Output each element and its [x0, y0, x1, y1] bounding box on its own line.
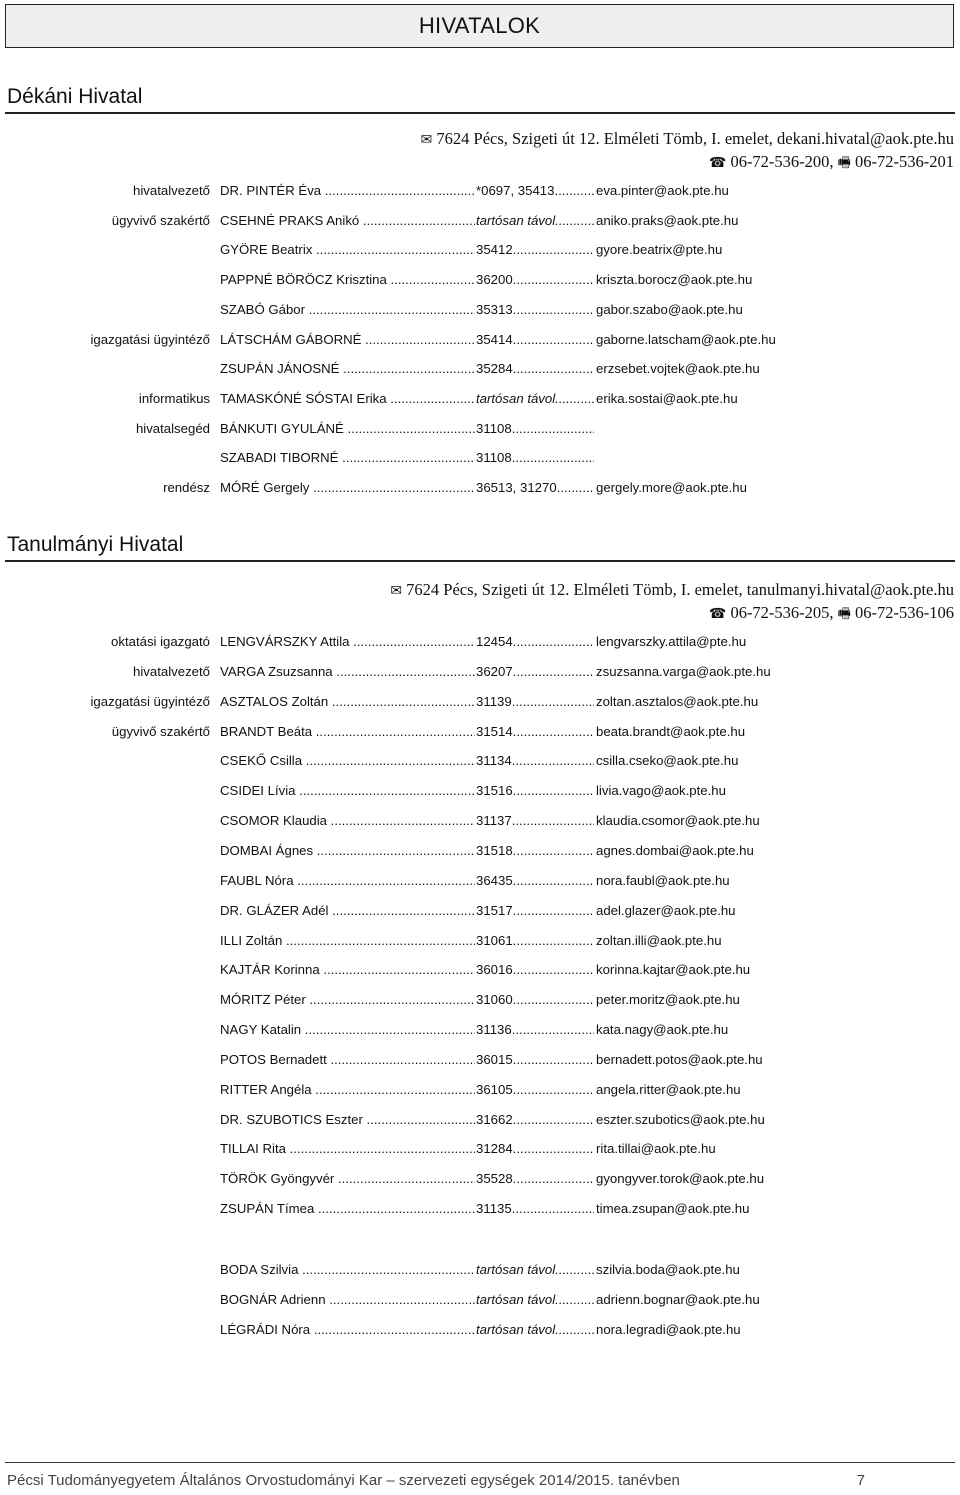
page-footer [5, 1462, 955, 1492]
staff-name: CSEKŐ Csilla ..... [220, 753, 475, 768]
staff-email[interactable]: adrienn.bognar@aok.pte.hu [596, 1292, 760, 1307]
staff-extension: 36016 ..... [476, 962, 594, 977]
staff-row [0, 1262, 960, 1282]
staff-name: DR. PINTÉR Éva ..... [220, 183, 475, 198]
staff-row [0, 1112, 960, 1132]
staff-extension: 35528 ..... [476, 1171, 594, 1186]
staff-email[interactable]: adel.glazer@aok.pte.hu [596, 902, 736, 918]
staff-role: igazgatási ügyintéző [90, 331, 210, 347]
staff-name: LENGVÁRSZKY Attila ..... [220, 634, 475, 649]
staff-row [0, 450, 960, 470]
staff-name: ZSUPÁN Tímea ..... [220, 1201, 475, 1216]
staff-extension: 31060 ..... [476, 992, 594, 1007]
phone-icon: ☎ [708, 606, 727, 622]
staff-email[interactable]: korinna.kajtar@aok.pte.hu [596, 962, 751, 978]
staff-extension: tartósan távol ..... [476, 213, 594, 228]
staff-extension: *0697, 35413 ..... [476, 183, 594, 198]
staff-row [0, 694, 960, 714]
page-title-box [5, 4, 954, 48]
section-heading-text: Tanulmányi Hivatal [7, 533, 184, 556]
staff-extension: 31284 ..... [476, 1141, 594, 1156]
staff-name: MÓRÉ Gergely ..... [220, 480, 475, 495]
staff-role: ügyvivő szakértő [111, 212, 210, 228]
section-heading-tanulmanyi [5, 528, 955, 562]
staff-name: BODA Szilvia ..... [220, 1262, 475, 1277]
staff-name: CSIDEI Lívia ..... [220, 783, 475, 798]
footer-text: Pécsi Tudományegyetem Általános Orvostudományi Kar – szervezeti egységek 2014/2015. tanévben [7, 1472, 680, 1489]
staff-email[interactable]: zsuzsanna.varga@aok.pte.hu [596, 663, 771, 679]
staff-row [0, 302, 960, 322]
staff-name: GYÖRE Beatrix ..... [220, 242, 475, 257]
staff-name: SZABADI TIBORNÉ ..... [220, 450, 475, 465]
staff-name: ZSUPÁN JÁNOSNÉ ..... [220, 361, 475, 376]
mail-icon: ✉ [390, 583, 403, 599]
staff-name: CSOMOR Klaudia ..... [220, 813, 475, 828]
staff-role: rendész [163, 480, 210, 495]
staff-email[interactable]: bernadett.potos@aok.pte.hu [596, 1051, 763, 1067]
staff-extension: 36015 ..... [476, 1052, 594, 1067]
staff-name: NAGY Katalin ..... [220, 1022, 475, 1037]
staff-email[interactable]: szilvia.boda@aok.pte.hu [596, 1262, 740, 1277]
fax-number: 06-72-536-106 [855, 603, 954, 622]
staff-extension: 31137 ..... [476, 813, 594, 828]
staff-extension: 35313 ..... [476, 302, 594, 317]
staff-row [0, 361, 960, 381]
staff-extension: 31518 ..... [476, 843, 594, 858]
staff-email[interactable]: nora.faubl@aok.pte.hu [596, 872, 730, 888]
staff-extension: 35284 ..... [476, 361, 594, 376]
staff-email[interactable]: klaudia.csomor@aok.pte.hu [596, 813, 760, 829]
staff-row [0, 1171, 960, 1191]
section-heading-dekani [5, 80, 955, 114]
staff-email[interactable]: zoltan.asztalos@aok.pte.hu [596, 693, 759, 709]
staff-email[interactable]: agnes.dombai@aok.pte.hu [596, 842, 754, 858]
staff-email[interactable]: eszter.szubotics@aok.pte.hu [596, 1111, 765, 1127]
staff-email[interactable]: timea.zsupan@aok.pte.hu [596, 1201, 750, 1217]
staff-name: RITTER Angéla ..... [220, 1082, 475, 1097]
staff-extension: 12454 ..... [476, 634, 594, 649]
staff-extension: tartósan távol ..... [476, 1322, 594, 1337]
fax-icon: 🖷 [837, 606, 851, 622]
staff-row [0, 813, 960, 833]
staff-name: ASZTALOS Zoltán ..... [220, 694, 475, 709]
staff-extension: tartósan távol ..... [476, 1262, 594, 1277]
staff-name: TÖRÖK Gyöngyvér ..... [220, 1171, 475, 1186]
staff-name: BÁNKUTI GYULÁNÉ ..... [220, 421, 475, 436]
staff-extension: 31514 ..... [476, 724, 594, 739]
staff-extension: 35414 ..... [476, 332, 594, 347]
phone-line [709, 152, 954, 176]
staff-row [0, 783, 960, 803]
staff-role: hivatalsegéd [135, 420, 210, 436]
staff-email[interactable]: gabor.szabo@aok.pte.hu [596, 301, 743, 317]
staff-name: TAMASKÓNÉ SÓSTAI Erika ..... [220, 391, 475, 406]
staff-email[interactable]: lengvarszky.attila@pte.hu [596, 634, 747, 649]
staff-name: LÁTSCHÁM GÁBORNÉ ..... [220, 332, 475, 347]
staff-name: SZABÓ Gábor ..... [220, 302, 475, 317]
staff-email[interactable]: csilla.cseko@aok.pte.hu [596, 753, 739, 769]
fax-icon: 🖷 [837, 155, 851, 171]
staff-email[interactable]: livia.vago@aok.pte.hu [596, 783, 726, 799]
staff-email[interactable]: angela.ritter@aok.pte.hu [596, 1081, 741, 1097]
phone-number: 06-72-536-200, [730, 152, 834, 171]
staff-role: igazgatási ügyintéző [90, 693, 210, 709]
staff-extension: tartósan távol ..... [476, 391, 594, 406]
staff-role: informatikus [138, 390, 210, 406]
address-text: 7624 Pécs, Szigeti út 12. Elméleti Tömb, I. emelet, dekani.hivatal@aok.pte.hu [436, 129, 954, 148]
staff-email[interactable]: eva.pinter@aok.pte.hu [596, 183, 729, 198]
staff-name: KAJTÁR Korinna ..... [220, 962, 475, 977]
staff-name: LÉGRÁDI Nóra ..... [220, 1322, 475, 1337]
staff-extension: 36200 ..... [476, 272, 594, 287]
staff-row [0, 903, 960, 923]
staff-name: BOGNÁR Adrienn ..... [220, 1292, 475, 1307]
staff-name: TILLAI Rita ..... [220, 1141, 475, 1156]
staff-row [0, 753, 960, 773]
staff-extension: 36435 ..... [476, 873, 594, 888]
staff-extension: 31108 ..... [476, 421, 594, 436]
staff-name: POTOS Bernadett ..... [220, 1052, 475, 1067]
staff-extension: 36105 ..... [476, 1082, 594, 1097]
staff-email[interactable]: kriszta.borocz@aok.pte.hu [596, 272, 753, 288]
staff-row [0, 1141, 960, 1161]
staff-row [0, 1052, 960, 1072]
staff-row [0, 480, 960, 500]
staff-extension: 31061 ..... [476, 933, 594, 948]
staff-extension: 31135 ..... [476, 1201, 594, 1216]
staff-email[interactable]: erika.sostai@aok.pte.hu [596, 390, 738, 406]
staff-row [0, 332, 960, 352]
staff-row [0, 1292, 960, 1312]
staff-extension: 31517 ..... [476, 903, 594, 918]
address-text: 7624 Pécs, Szigeti út 12. Elméleti Tömb, I. emelet, tanulmanyi.hivatal@aok.pte.hu [406, 580, 954, 599]
staff-name: BRANDT Beáta ..... [220, 724, 475, 739]
staff-extension: 31662 ..... [476, 1112, 594, 1127]
staff-row [0, 213, 960, 233]
staff-extension: 35412 ..... [476, 242, 594, 257]
page-title: HIVATALOK [418, 13, 541, 38]
fax-number: 06-72-536-201 [855, 152, 954, 171]
address-line [390, 580, 954, 600]
staff-name: MÓRITZ Péter ..... [220, 992, 475, 1007]
staff-name: PAPPNÉ BÖRÖCZ Krisztina ..... [220, 272, 475, 287]
staff-row [0, 421, 960, 441]
staff-email[interactable]: gyore.beatrix@pte.hu [596, 242, 723, 258]
staff-row [0, 992, 960, 1012]
mail-icon: ✉ [420, 132, 433, 148]
staff-row [0, 933, 960, 953]
staff-name: DR. GLÁZER Adél ..... [220, 903, 475, 918]
staff-row [0, 843, 960, 863]
staff-email[interactable]: gyongyver.torok@aok.pte.hu [596, 1171, 765, 1187]
staff-extension: 36207 ..... [476, 664, 594, 679]
staff-email[interactable]: nora.legradi@aok.pte.hu [596, 1322, 741, 1337]
staff-email[interactable]: rita.tillai@aok.pte.hu [596, 1141, 716, 1157]
staff-extension: 31134 ..... [476, 753, 594, 768]
staff-name: FAUBL Nóra ..... [220, 873, 475, 888]
staff-extension: 31516 ..... [476, 783, 594, 798]
staff-row [0, 242, 960, 262]
staff-email[interactable]: gaborne.latscham@aok.pte.hu [596, 331, 776, 347]
staff-name: DOMBAI Ágnes ..... [220, 843, 475, 858]
address-line [421, 129, 954, 149]
staff-row [0, 1082, 960, 1102]
staff-extension: tartósan távol ..... [476, 1292, 594, 1307]
staff-row [0, 664, 960, 684]
staff-row [0, 391, 960, 411]
staff-row [0, 272, 960, 292]
staff-extension: 31136 ..... [476, 1022, 594, 1037]
staff-role: ügyvivő szakértő [111, 723, 210, 739]
staff-name: DR. SZUBOTICS Eszter ..... [220, 1112, 475, 1127]
staff-row [0, 1201, 960, 1221]
staff-row [0, 962, 960, 982]
staff-email[interactable]: gergely.more@aok.pte.hu [596, 480, 747, 495]
phone-line [709, 603, 954, 627]
staff-name: CSEHNÉ PRAKS Anikó ..... [220, 213, 475, 228]
staff-role: oktatási igazgató [111, 634, 210, 649]
staff-row [0, 873, 960, 893]
staff-row [0, 1022, 960, 1042]
page-number: 7 [856, 1472, 865, 1489]
staff-extension: 31139 ..... [476, 694, 594, 709]
staff-email[interactable]: aniko.praks@aok.pte.hu [596, 212, 739, 228]
phone-icon: ☎ [708, 155, 727, 171]
staff-name: VARGA Zsuzsanna ..... [220, 664, 475, 679]
staff-role: hivatalvezető [133, 663, 210, 679]
staff-email[interactable]: beata.brandt@aok.pte.hu [596, 723, 746, 739]
staff-role: hivatalvezető [133, 183, 210, 198]
staff-row [0, 1322, 960, 1342]
staff-extension: 36513, 31270 ..... [476, 480, 594, 495]
staff-name: ILLI Zoltán ..... [220, 933, 475, 948]
phone-number: 06-72-536-205, [730, 603, 834, 622]
staff-email[interactable]: kata.nagy@aok.pte.hu [596, 1022, 729, 1038]
staff-email[interactable]: erzsebet.vojtek@aok.pte.hu [596, 361, 760, 377]
staff-row [0, 634, 960, 654]
staff-extension: 31108 ..... [476, 450, 594, 465]
staff-row [0, 724, 960, 744]
section-heading-text: Dékáni Hivatal [7, 85, 143, 108]
staff-row [0, 183, 960, 203]
staff-email[interactable]: zoltan.illi@aok.pte.hu [596, 932, 722, 948]
staff-email[interactable]: peter.moritz@aok.pte.hu [596, 992, 740, 1008]
